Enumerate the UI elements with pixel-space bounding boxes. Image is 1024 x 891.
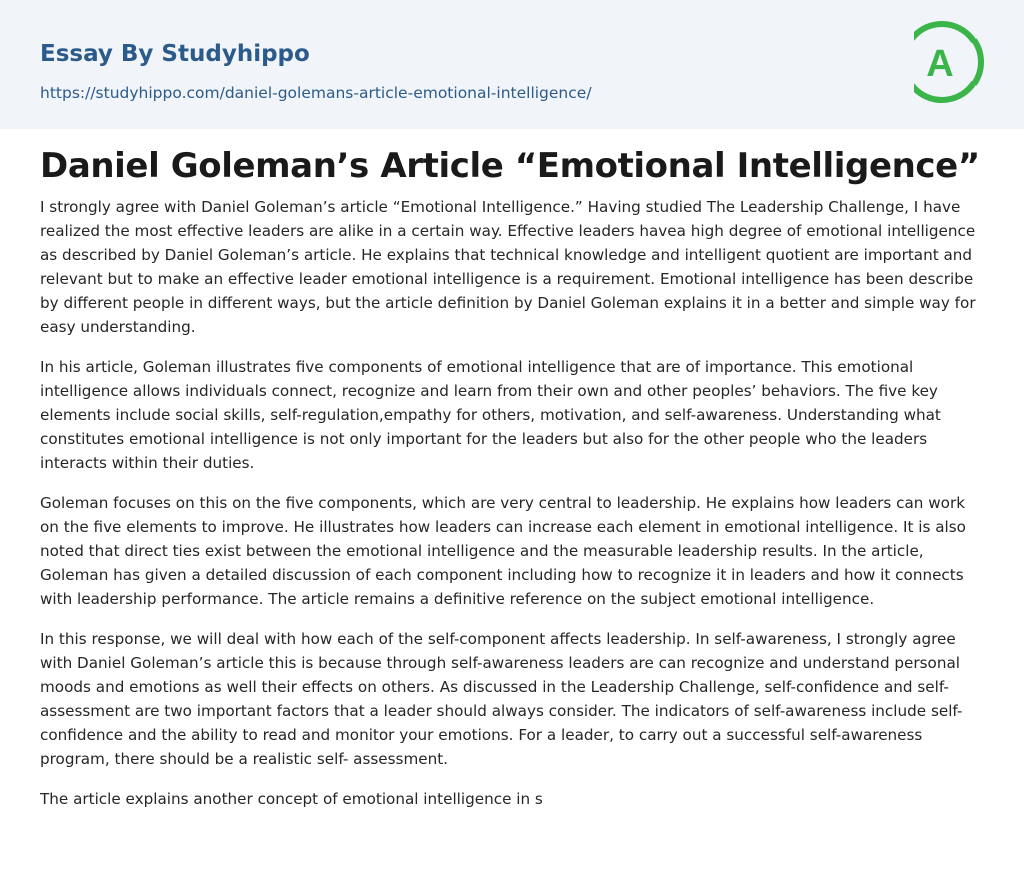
article-body — [40, 195, 986, 827]
site-brand[interactable]: Essay By Studyhippo — [40, 41, 310, 67]
article-paragraph: In this response, we will deal with how each of the self-component affects leadership. In self-awareness, I strongly agree with Daniel Goleman’s article this is because through self-awareness leaders are can recognize and understand personal moods and emotions as well their effects on others. As discussed in the Leadership Challenge, self-confidence and self-assessment are two important factors that a leader should always consider. The indicators of self-awareness include self-confidence and the ability to read and monitor your emotions. For a leader, to carry out a successful self-awareness program, there should be a realistic self- assessment. — [40, 630, 963, 768]
article-paragraph: In his article, Goleman illustrates five components of emotional intelligence that are of importance. This emotional intelligence allows individuals connect, recognize and learn from their own and other peoples’ behaviors. The five key elements include social skills, self-regulation,empathy for others, motivation, and self-awareness. Understanding what constitutes emotional intelligence is not only important for the leaders but also for the other people who the leaders interacts within their duties. — [40, 358, 941, 472]
essay-url-link[interactable]: https://studyhippo.com/daniel-golemans-article-emotional-intelligence/ — [40, 84, 592, 102]
studyhippo-logo-icon[interactable] — [914, 20, 986, 104]
article-paragraph: Goleman focuses on this on the five components, which are very central to leadership. He explains how leaders can work on the five elements to improve. He illustrates how leaders can increase each element in emotional intelligence. It is also noted that direct ties exist between the emotional intelligence and the measurable leadership results. In the article, Goleman has given a detailed discussion of each component including how to recognize it in leaders and how it connects with leadership performance. The article remains a definitive reference on the subject emotional intelligence. — [40, 494, 966, 608]
logo-letter: A — [926, 43, 954, 85]
site-header — [0, 0, 1024, 129]
article-paragraph: I strongly agree with Daniel Goleman’s article “Emotional Intelligence.” Having studied The Leadership Challenge, I have realized the most effective leaders are alike in a certain way. Effective leaders havea high degree of emotional intelligence as described by Daniel Goleman’s article. He explains that technical knowledge and intelligent quotient are important and relevant but to make an effective leader emotional intelligence is a requirement. Emotional intelligence has been describe by different people in different ways, but the article definition by Daniel Goleman explains it in a better and simple way for easy understanding. — [40, 198, 976, 336]
article-title: Daniel Goleman’s Article “Emotional Intelligence” — [40, 146, 980, 186]
article-paragraph: The article explains another concept of emotional intelligence in s — [40, 790, 543, 808]
